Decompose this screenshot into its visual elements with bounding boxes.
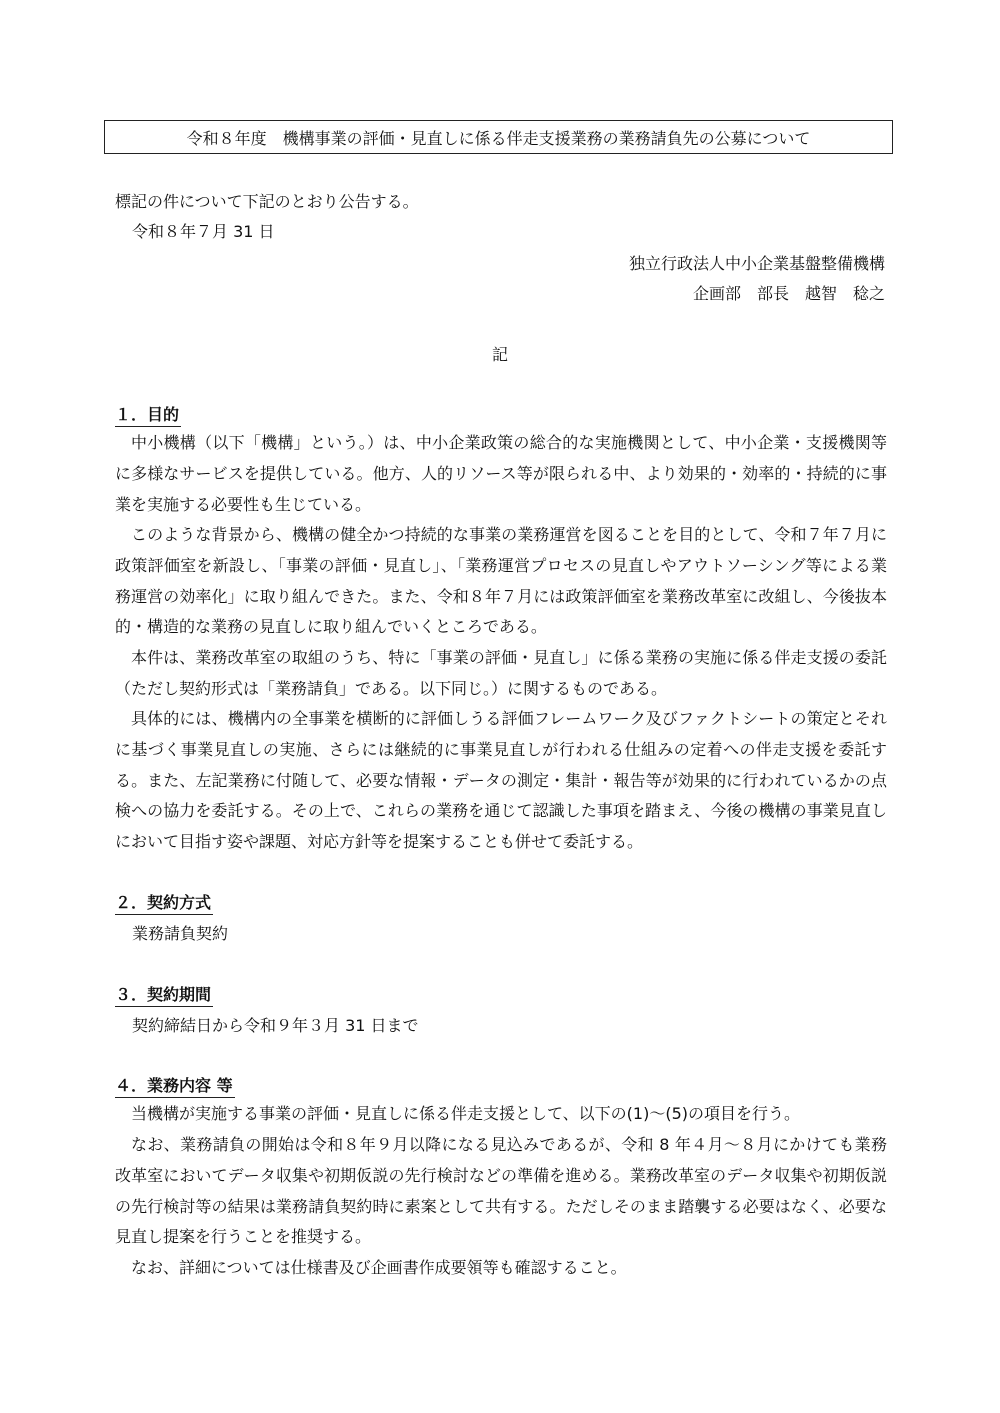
period-text: 契約締結日から令和９年３月 31 日まで <box>132 1016 419 1035</box>
section-heading-period: ３．契約期間 <box>115 984 213 1007</box>
section-heading-method: ２．契約方式 <box>115 892 213 915</box>
document-title-box <box>104 120 893 154</box>
method-text: 業務請負契約 <box>132 924 229 943</box>
purpose-paragraph-3: 本件は、業務改革室の取組のうち、特に「事業の評価・見直し」に係る業務の実施に係る伴走支援の委託（ただし契約形式は「業務請負」である。以下同じ。）に関するものである。 <box>115 648 887 698</box>
notice-date: 令和８年７月 31 日 <box>132 222 275 241</box>
section-heading-purpose: １．目的 <box>115 404 181 427</box>
document-title: 令和８年度 機構事業の評価・見直しに係る伴走支援業務の業務請負先の公募について <box>186 128 811 148</box>
organization-name: 独立行政法人中小企業基盤整備機構 <box>628 254 885 273</box>
content-paragraph-2: なお、業務請負の開始は令和８年９月以降になる見込みであるが、令和 8 年４月～８月にかけても業務改革室においてデータ収集や初期仮説の先行検討などの準備を進める。業務改革室のデータ収集や初期仮説の先行検討等の結果は業務請負契約時に素案として共有する。ただしそのまま踏襲する必要はなく、必要な見直し提案を行うことを推奨する。 <box>115 1135 887 1247</box>
purpose-paragraph-1: 中小機構（以下「機構」という。）は、中小企業政策の総合的な実施機関として、中小企業・支援機関等に多様なサービスを提供している。他方、人的リソース等が限られる中、より効果的・効率的・持続的に事業を実施する必要性も生じている。 <box>115 433 887 514</box>
content-paragraph-3: なお、詳細については仕様書及び企画書作成要領等も確認すること。 <box>131 1258 627 1277</box>
signer-name: 企画部 部長 越智 稔之 <box>692 284 885 303</box>
ki-mark: 記 <box>491 345 508 364</box>
intro-text: 標記の件について下記のとおり公告する。 <box>115 192 419 211</box>
purpose-paragraph-2: このような背景から、機構の健全かつ持続的な事業の業務運営を図ることを目的として、令和７年７月に政策評価室を新設し、「事業の評価・見直し」、「業務運営プロセスの見直しやアウトソーシング等による業務運営の効率化」に取り組んできた。また、令和８年７月には政策評価室を業務改革室に改組し、今後抜本的・構造的な業務の見直しに取り組んでいくところである。 <box>115 525 887 637</box>
purpose-paragraph-4: 具体的には、機構内の全事業を横断的に評価しうる評価フレームワーク及びファクトシートの策定とそれに基づく事業見直しの実施、さらには継続的に事業見直しが行われる仕組みの定着への伴走支援を委託する。また、左記業務に付随して、必要な情報・データの測定・集計・報告等が効果的に行われているかの点検への協力を委託する。その上で、これらの業務を通じて認識した事項を踏まえ、今後の機構の事業見直しにおいて目指す姿や課題、対応方針等を提案することも併せて委託する。 <box>115 709 887 852</box>
section-heading-content: ４．業務内容 等 <box>115 1075 235 1098</box>
content-paragraph-1: 当機構が実施する事業の評価・見直しに係る伴走支援として、以下の(1)～(5)の項目を行う。 <box>131 1104 801 1123</box>
